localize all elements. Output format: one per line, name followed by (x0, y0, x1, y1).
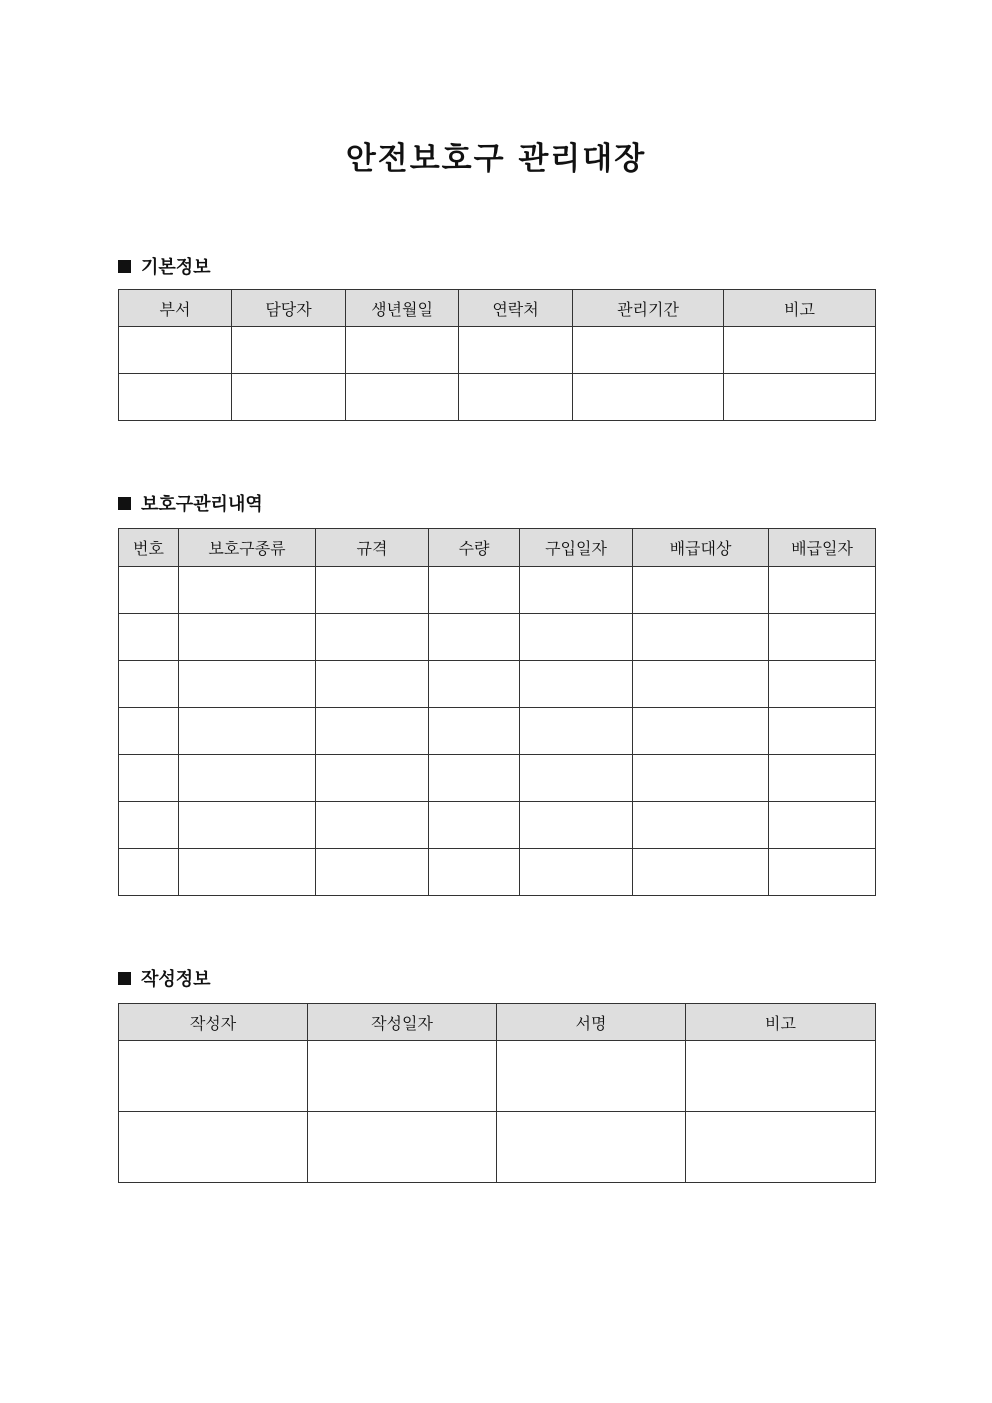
section-heading-author-info (118, 965, 211, 991)
table-cell[interactable] (633, 755, 769, 802)
table-cell[interactable] (316, 567, 429, 614)
table-row (119, 614, 876, 661)
table-cell[interactable] (316, 708, 429, 755)
table-header-row (119, 529, 876, 567)
table-cell[interactable] (119, 614, 179, 661)
column-header-purchase-date: 구입일자 (520, 529, 633, 567)
column-header-author: 작성자 (119, 1004, 308, 1041)
table-cell[interactable] (179, 661, 316, 708)
table-cell[interactable] (119, 327, 232, 374)
table-header-row (119, 1004, 876, 1041)
table-cell[interactable] (429, 567, 520, 614)
table-cell[interactable] (633, 849, 769, 896)
column-header-remarks: 비고 (686, 1004, 876, 1041)
table-row (119, 1041, 876, 1112)
table-cell[interactable] (316, 849, 429, 896)
table-cell[interactable] (724, 374, 876, 421)
table-cell[interactable] (346, 327, 459, 374)
author-info-table (118, 1003, 876, 1183)
section-heading-equipment (118, 490, 263, 516)
table-cell[interactable] (179, 755, 316, 802)
table-header-row (119, 290, 876, 327)
table-cell[interactable] (769, 708, 876, 755)
table-cell[interactable] (769, 849, 876, 896)
table-cell[interactable] (119, 374, 232, 421)
table-cell[interactable] (769, 661, 876, 708)
table-cell[interactable] (633, 708, 769, 755)
column-header-birthdate: 생년월일 (346, 290, 459, 327)
table-cell[interactable] (573, 327, 724, 374)
square-bullet-icon (118, 260, 131, 273)
section-heading-label: 보호구관리내역 (141, 494, 263, 515)
table-cell[interactable] (308, 1041, 497, 1112)
table-cell[interactable] (520, 661, 633, 708)
basic-info-table (118, 289, 876, 421)
table-cell[interactable] (769, 802, 876, 849)
table-cell[interactable] (119, 708, 179, 755)
table-cell[interactable] (308, 1112, 497, 1183)
table-row (119, 661, 876, 708)
table-row (119, 374, 876, 421)
table-cell[interactable] (573, 374, 724, 421)
table-cell[interactable] (520, 567, 633, 614)
table-cell[interactable] (232, 374, 346, 421)
table-cell[interactable] (429, 708, 520, 755)
column-header-distribution-date: 배급일자 (769, 529, 876, 567)
table-cell[interactable] (520, 614, 633, 661)
table-cell[interactable] (459, 327, 573, 374)
table-row (119, 708, 876, 755)
column-header-department: 부서 (119, 290, 232, 327)
table-cell[interactable] (633, 567, 769, 614)
document-title: 안전보호구 관리대장 (345, 141, 647, 177)
column-header-manager: 담당자 (232, 290, 346, 327)
table-cell[interactable] (179, 567, 316, 614)
column-header-recipient: 배급대상 (633, 529, 769, 567)
table-cell[interactable] (429, 755, 520, 802)
table-row (119, 567, 876, 614)
column-header-spec: 규격 (316, 529, 429, 567)
table-cell[interactable] (119, 1112, 308, 1183)
section-heading-label: 작성정보 (141, 969, 211, 990)
table-row (119, 802, 876, 849)
table-row (119, 327, 876, 374)
table-cell[interactable] (633, 614, 769, 661)
table-cell[interactable] (520, 849, 633, 896)
table-cell[interactable] (179, 614, 316, 661)
column-header-signature: 서명 (497, 1004, 686, 1041)
table-cell[interactable] (119, 755, 179, 802)
table-row (119, 1112, 876, 1183)
table-cell[interactable] (686, 1112, 876, 1183)
table-cell[interactable] (179, 849, 316, 896)
table-cell[interactable] (769, 755, 876, 802)
table-cell[interactable] (119, 567, 179, 614)
column-header-number: 번호 (119, 529, 179, 567)
table-cell[interactable] (316, 661, 429, 708)
table-cell[interactable] (179, 708, 316, 755)
equipment-table (118, 528, 876, 896)
table-cell[interactable] (119, 849, 179, 896)
table-cell[interactable] (520, 708, 633, 755)
table-cell[interactable] (686, 1041, 876, 1112)
table-cell[interactable] (119, 1041, 308, 1112)
column-header-equipment-type: 보호구종류 (179, 529, 316, 567)
table-cell[interactable] (769, 567, 876, 614)
table-cell[interactable] (429, 661, 520, 708)
table-cell[interactable] (119, 802, 179, 849)
section-heading-label: 기본정보 (141, 257, 211, 278)
table-cell[interactable] (429, 849, 520, 896)
table-cell[interactable] (459, 374, 573, 421)
table-cell[interactable] (633, 661, 769, 708)
table-cell[interactable] (429, 614, 520, 661)
table-cell[interactable] (520, 755, 633, 802)
table-cell[interactable] (316, 802, 429, 849)
section-heading-basic-info (118, 253, 211, 279)
column-header-written-date: 작성일자 (308, 1004, 497, 1041)
table-cell[interactable] (633, 802, 769, 849)
table-row (119, 849, 876, 896)
column-header-quantity: 수량 (429, 529, 520, 567)
square-bullet-icon (118, 972, 131, 985)
table-cell[interactable] (724, 327, 876, 374)
column-header-period: 관리기간 (573, 290, 724, 327)
table-cell[interactable] (769, 614, 876, 661)
table-row (119, 755, 876, 802)
table-cell[interactable] (429, 802, 520, 849)
table-cell[interactable] (497, 1041, 686, 1112)
table-cell[interactable] (316, 614, 429, 661)
table-cell[interactable] (520, 802, 633, 849)
column-header-contact: 연락처 (459, 290, 573, 327)
column-header-remarks: 비고 (724, 290, 876, 327)
table-cell[interactable] (119, 661, 179, 708)
table-cell[interactable] (316, 755, 429, 802)
square-bullet-icon (118, 497, 131, 510)
table-cell[interactable] (497, 1112, 686, 1183)
table-cell[interactable] (346, 374, 459, 421)
table-cell[interactable] (179, 802, 316, 849)
table-cell[interactable] (232, 327, 346, 374)
